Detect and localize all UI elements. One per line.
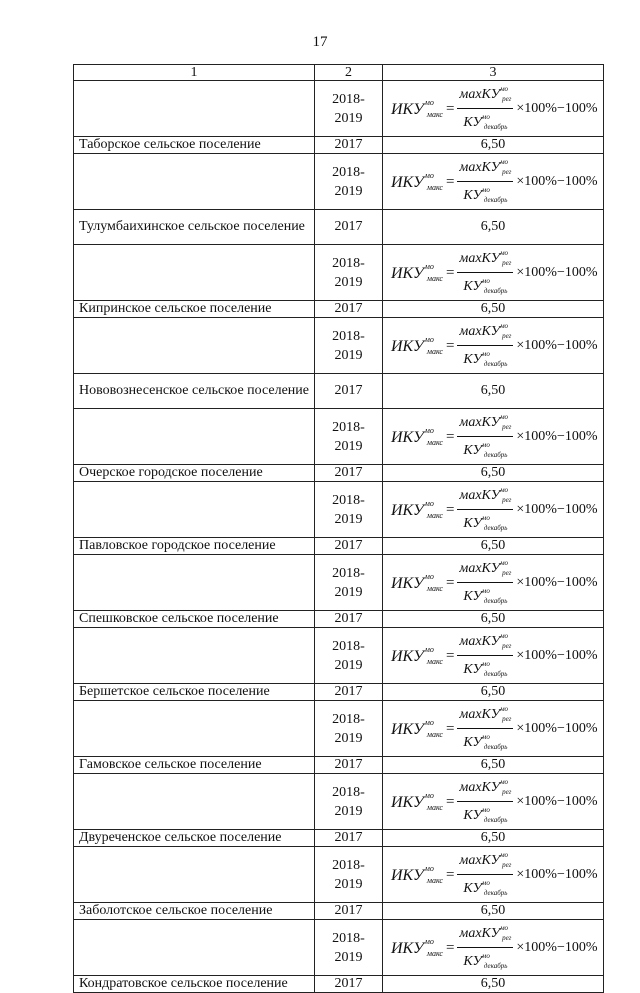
value-cell: 6,50 bbox=[383, 757, 604, 774]
formula-years bbox=[315, 154, 383, 210]
empty-name-cell bbox=[74, 154, 315, 210]
formula-numerator: махКУ$^{мо}_{рег}$ bbox=[457, 82, 513, 109]
settlement-name: Двуреченское сельское поселение bbox=[74, 830, 315, 847]
formula-years bbox=[315, 318, 383, 374]
year-cell: 2017 bbox=[315, 830, 383, 847]
formula-equals: = bbox=[445, 501, 455, 518]
value-row bbox=[74, 976, 604, 993]
formula-row bbox=[74, 409, 604, 465]
formula-equals: = bbox=[445, 337, 455, 354]
year-end: 2019 bbox=[334, 183, 363, 199]
formula-lhs: $ИКУ^{мо}_{макс}$ bbox=[391, 170, 443, 192]
formula-lhs: $ИКУ^{мо}_{макс}$ bbox=[391, 717, 443, 739]
formula-numerator: махКУ$^{мо}_{рег}$ bbox=[457, 921, 513, 948]
year-start: 2018- bbox=[332, 638, 365, 654]
formula-equals: = bbox=[445, 574, 455, 591]
value-row bbox=[74, 611, 604, 628]
year-start: 2018- bbox=[332, 164, 365, 180]
formula-row bbox=[74, 701, 604, 757]
formula-lhs: $ИКУ^{мо}_{макс}$ bbox=[391, 334, 443, 356]
value-cell: 6,50 bbox=[383, 976, 604, 993]
value-row bbox=[74, 137, 604, 154]
formula-multiplier: ×100%−100% bbox=[516, 100, 598, 116]
value-cell: 6,50 bbox=[383, 684, 604, 701]
settlement-name: Таборское сельское поселение bbox=[74, 137, 315, 154]
formula-lhs: $ИКУ^{мо}_{макс}$ bbox=[391, 425, 443, 447]
page-number: 17 bbox=[312, 34, 328, 50]
value-cell: 6,50 bbox=[383, 903, 604, 920]
formula-row bbox=[74, 774, 604, 830]
formula-lhs: $ИКУ^{мо}_{макс}$ bbox=[391, 644, 443, 666]
formula-multiplier: ×100%−100% bbox=[516, 574, 598, 590]
formula-years bbox=[315, 628, 383, 684]
formula-fraction bbox=[457, 319, 513, 372]
empty-name-cell bbox=[74, 701, 315, 757]
year-end: 2019 bbox=[334, 657, 363, 673]
year-start: 2018- bbox=[332, 91, 365, 107]
formula-row bbox=[74, 920, 604, 976]
formula-multiplier: ×100%−100% bbox=[516, 264, 598, 280]
year-cell: 2017 bbox=[315, 684, 383, 701]
empty-name-cell bbox=[74, 628, 315, 684]
formula-fraction bbox=[457, 848, 513, 901]
column-header-3: 3 bbox=[383, 65, 604, 81]
formula-years bbox=[315, 81, 383, 137]
formula-fraction bbox=[457, 702, 513, 755]
value-row bbox=[74, 538, 604, 555]
formula-equals: = bbox=[445, 647, 455, 664]
formula-multiplier: ×100%−100% bbox=[516, 337, 598, 353]
formula-multiplier: ×100%−100% bbox=[516, 793, 598, 809]
column-header-2: 2 bbox=[315, 65, 383, 81]
formula-fraction bbox=[457, 155, 513, 208]
formula-years bbox=[315, 701, 383, 757]
settlement-name: Заболотское сельское поселение bbox=[74, 903, 315, 920]
header-row bbox=[74, 65, 604, 81]
index-formula bbox=[383, 556, 603, 609]
year-cell: 2017 bbox=[315, 757, 383, 774]
formula-years bbox=[315, 409, 383, 465]
empty-name-cell bbox=[74, 318, 315, 374]
index-formula bbox=[383, 921, 603, 974]
formula-years bbox=[315, 774, 383, 830]
index-formula bbox=[383, 155, 603, 208]
formula-numerator: махКУ$^{мо}_{рег}$ bbox=[457, 410, 513, 437]
value-row bbox=[74, 301, 604, 318]
year-start: 2018- bbox=[332, 930, 365, 946]
formula-cell bbox=[383, 482, 604, 538]
formula-lhs: $ИКУ^{мо}_{макс}$ bbox=[391, 863, 443, 885]
settlement-name: Тулумбаихинское сельское поселение bbox=[74, 210, 315, 245]
formula-multiplier: ×100%−100% bbox=[516, 866, 598, 882]
index-formula bbox=[383, 848, 603, 901]
formula-multiplier: ×100%−100% bbox=[516, 720, 598, 736]
value-cell: 6,50 bbox=[383, 374, 604, 409]
formula-lhs: $ИКУ^{мо}_{макс}$ bbox=[391, 571, 443, 593]
formula-row bbox=[74, 245, 604, 301]
year-end: 2019 bbox=[334, 274, 363, 290]
year-end: 2019 bbox=[334, 876, 363, 892]
formula-fraction bbox=[457, 82, 513, 135]
formula-denominator: $КУ^{мо}_{декабрь}$ bbox=[463, 806, 508, 824]
year-start: 2018- bbox=[332, 492, 365, 508]
year-start: 2018- bbox=[332, 711, 365, 727]
formula-cell bbox=[383, 847, 604, 903]
formula-row bbox=[74, 154, 604, 210]
formula-denominator: $КУ^{мо}_{декабрь}$ bbox=[463, 879, 508, 897]
year-start: 2018- bbox=[332, 784, 365, 800]
formula-denominator: $КУ^{мо}_{декабрь}$ bbox=[463, 186, 508, 204]
index-formula bbox=[383, 775, 603, 828]
formula-numerator: махКУ$^{мо}_{рег}$ bbox=[457, 848, 513, 875]
formula-denominator: $КУ^{мо}_{декабрь}$ bbox=[463, 350, 508, 368]
value-row bbox=[74, 757, 604, 774]
formula-multiplier: ×100%−100% bbox=[516, 501, 598, 517]
formula-fraction bbox=[457, 556, 513, 609]
formula-denominator: $КУ^{мо}_{декабрь}$ bbox=[463, 733, 508, 751]
empty-name-cell bbox=[74, 555, 315, 611]
formula-multiplier: ×100%−100% bbox=[516, 428, 598, 444]
formula-years bbox=[315, 555, 383, 611]
formula-denominator: $КУ^{мо}_{декабрь}$ bbox=[463, 660, 508, 678]
formula-equals: = bbox=[445, 720, 455, 737]
formula-fraction bbox=[457, 410, 513, 463]
year-start: 2018- bbox=[332, 419, 365, 435]
formula-multiplier: ×100%−100% bbox=[516, 939, 598, 955]
formula-years bbox=[315, 847, 383, 903]
year-cell: 2017 bbox=[315, 976, 383, 993]
empty-name-cell bbox=[74, 847, 315, 903]
formula-denominator: $КУ^{мо}_{декабрь}$ bbox=[463, 514, 508, 532]
formula-cell bbox=[383, 628, 604, 684]
formula-numerator: махКУ$^{мо}_{рег}$ bbox=[457, 556, 513, 583]
formula-numerator: махКУ$^{мо}_{рег}$ bbox=[457, 702, 513, 729]
value-cell: 6,50 bbox=[383, 611, 604, 628]
formula-lhs: $ИКУ^{мо}_{макс}$ bbox=[391, 936, 443, 958]
settlement-name: Кондратовское сельское поселение bbox=[74, 976, 315, 993]
formula-denominator: $КУ^{мо}_{декабрь}$ bbox=[463, 952, 508, 970]
index-formula bbox=[383, 410, 603, 463]
formula-equals: = bbox=[445, 100, 455, 117]
formula-equals: = bbox=[445, 793, 455, 810]
year-cell: 2017 bbox=[315, 374, 383, 409]
value-cell: 6,50 bbox=[383, 301, 604, 318]
formula-row bbox=[74, 628, 604, 684]
index-formula bbox=[383, 319, 603, 372]
formula-cell bbox=[383, 245, 604, 301]
formula-cell bbox=[383, 701, 604, 757]
settlement-name: Нововознесенское сельское поселение bbox=[74, 374, 315, 409]
empty-name-cell bbox=[74, 920, 315, 976]
formula-lhs: $ИКУ^{мо}_{макс}$ bbox=[391, 790, 443, 812]
year-end: 2019 bbox=[334, 730, 363, 746]
year-start: 2018- bbox=[332, 328, 365, 344]
index-formula bbox=[383, 629, 603, 682]
formula-equals: = bbox=[445, 939, 455, 956]
formula-fraction bbox=[457, 483, 513, 536]
formula-multiplier: ×100%−100% bbox=[516, 173, 598, 189]
formula-numerator: махКУ$^{мо}_{рег}$ bbox=[457, 155, 513, 182]
index-formula bbox=[383, 483, 603, 536]
empty-name-cell bbox=[74, 482, 315, 538]
formula-years bbox=[315, 920, 383, 976]
formula-equals: = bbox=[445, 264, 455, 281]
formula-lhs: $ИКУ^{мо}_{макс}$ bbox=[391, 498, 443, 520]
formula-fraction bbox=[457, 629, 513, 682]
year-start: 2018- bbox=[332, 565, 365, 581]
year-cell: 2017 bbox=[315, 611, 383, 628]
formula-numerator: махКУ$^{мо}_{рег}$ bbox=[457, 775, 513, 802]
index-formula bbox=[383, 82, 603, 135]
year-cell: 2017 bbox=[315, 301, 383, 318]
column-header-1: 1 bbox=[74, 65, 315, 81]
year-end: 2019 bbox=[334, 511, 363, 527]
value-row bbox=[74, 830, 604, 847]
index-formula bbox=[383, 246, 603, 299]
formula-denominator: $КУ^{мо}_{декабрь}$ bbox=[463, 277, 508, 295]
formula-row bbox=[74, 482, 604, 538]
year-cell: 2017 bbox=[315, 465, 383, 482]
index-formula bbox=[383, 702, 603, 755]
year-cell: 2017 bbox=[315, 210, 383, 245]
value-row bbox=[74, 465, 604, 482]
formula-lhs: $ИКУ^{мо}_{макс}$ bbox=[391, 97, 443, 119]
value-cell: 6,50 bbox=[383, 538, 604, 555]
formula-cell bbox=[383, 154, 604, 210]
value-row bbox=[74, 374, 604, 409]
formula-fraction bbox=[457, 921, 513, 974]
year-end: 2019 bbox=[334, 584, 363, 600]
formula-row bbox=[74, 555, 604, 611]
formula-cell bbox=[383, 81, 604, 137]
year-end: 2019 bbox=[334, 110, 363, 126]
settlement-name: Бершетское сельское поселение bbox=[74, 684, 315, 701]
formula-years bbox=[315, 245, 383, 301]
formula-fraction bbox=[457, 775, 513, 828]
empty-name-cell bbox=[74, 245, 315, 301]
year-start: 2018- bbox=[332, 857, 365, 873]
formula-denominator: $КУ^{мо}_{декабрь}$ bbox=[463, 587, 508, 605]
formula-years bbox=[315, 482, 383, 538]
formula-row bbox=[74, 81, 604, 137]
formula-lhs: $ИКУ^{мо}_{макс}$ bbox=[391, 261, 443, 283]
empty-name-cell bbox=[74, 409, 315, 465]
value-cell: 6,50 bbox=[383, 830, 604, 847]
year-end: 2019 bbox=[334, 438, 363, 454]
formula-cell bbox=[383, 920, 604, 976]
formula-numerator: махКУ$^{мо}_{рег}$ bbox=[457, 246, 513, 273]
formula-denominator: $КУ^{мо}_{декабрь}$ bbox=[463, 113, 508, 131]
settlement-name: Спешковское сельское поселение bbox=[74, 611, 315, 628]
settlement-name: Гамовское сельское поселение bbox=[74, 757, 315, 774]
year-cell: 2017 bbox=[315, 538, 383, 555]
year-end: 2019 bbox=[334, 949, 363, 965]
formula-row bbox=[74, 318, 604, 374]
settlement-name: Павловское городское поселение bbox=[74, 538, 315, 555]
empty-name-cell bbox=[74, 774, 315, 830]
formula-cell bbox=[383, 555, 604, 611]
year-start: 2018- bbox=[332, 255, 365, 271]
formula-numerator: махКУ$^{мо}_{рег}$ bbox=[457, 483, 513, 510]
settlement-name: Очерское городское поселение bbox=[74, 465, 315, 482]
formula-equals: = bbox=[445, 866, 455, 883]
formula-fraction bbox=[457, 246, 513, 299]
formula-cell bbox=[383, 318, 604, 374]
year-cell: 2017 bbox=[315, 137, 383, 154]
formula-numerator: махКУ$^{мо}_{рег}$ bbox=[457, 319, 513, 346]
value-row bbox=[74, 903, 604, 920]
value-cell: 6,50 bbox=[383, 465, 604, 482]
value-cell: 6,50 bbox=[383, 137, 604, 154]
value-row bbox=[74, 210, 604, 245]
year-end: 2019 bbox=[334, 803, 363, 819]
year-end: 2019 bbox=[334, 347, 363, 363]
formula-numerator: махКУ$^{мо}_{рег}$ bbox=[457, 629, 513, 656]
empty-name-cell bbox=[74, 81, 315, 137]
year-cell: 2017 bbox=[315, 903, 383, 920]
formula-cell bbox=[383, 409, 604, 465]
value-row bbox=[74, 684, 604, 701]
value-cell: 6,50 bbox=[383, 210, 604, 245]
formula-cell bbox=[383, 774, 604, 830]
settlement-name: Кипринское сельское поселение bbox=[74, 301, 315, 318]
formula-equals: = bbox=[445, 173, 455, 190]
formula-multiplier: ×100%−100% bbox=[516, 647, 598, 663]
tariff-table bbox=[73, 64, 604, 993]
formula-denominator: $КУ^{мо}_{декабрь}$ bbox=[463, 441, 508, 459]
formula-equals: = bbox=[445, 428, 455, 445]
formula-row bbox=[74, 847, 604, 903]
